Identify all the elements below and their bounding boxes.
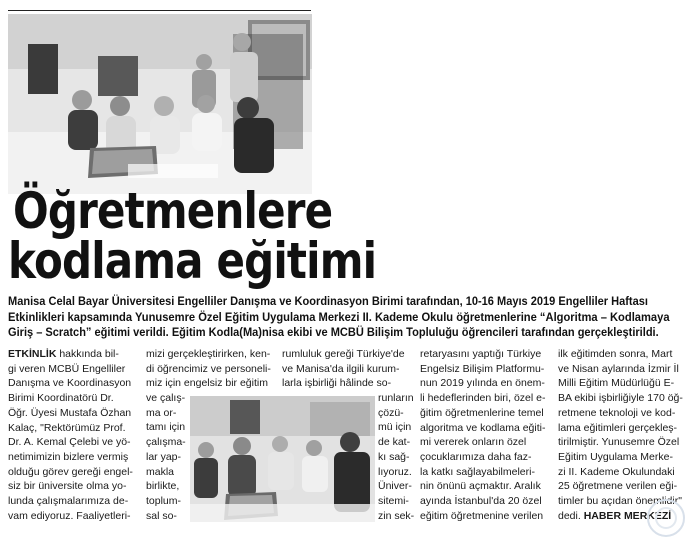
col1-line: olduğu görev gereği engel- (8, 465, 133, 478)
col2-wrap-line: ma or- (146, 406, 177, 419)
col1-line: lunda çalışmalarımıza de- (8, 495, 129, 508)
col5-line: tirilmiştir. Yunusemre Özel (558, 436, 680, 449)
col5-line: retmene teknoloji ve kod- (558, 406, 676, 419)
col2-wrap-line: makla (146, 465, 175, 478)
col5-line: ve Nisan aylarında İzmir İl (558, 362, 679, 375)
col1-line: Birimi Koordinatörü Dr. (8, 392, 114, 405)
col5-line: Eğitim Uygulama Merke- (558, 450, 673, 463)
col2-wrap-line: tamı için (146, 421, 186, 434)
article-column-3-wrap (378, 391, 418, 523)
col1-line: Dr. A. Kemal Çelebi ve yö- (8, 436, 131, 449)
col3-wrap-line: zin sek- (378, 509, 415, 522)
classroom-photo-illustration (8, 14, 312, 194)
lead-line-1: Manisa Celal Bayar Üniversitesi Engelliler Danışma ve Koordinasyon Birimi tarafından, 10-16 Mayıs 2019 Engelliler Haftası (8, 294, 648, 308)
col2-wrap-line: toplum- (146, 494, 182, 507)
col3-line: larla işbirliği hâlinde so- (282, 377, 392, 390)
col2-line: miz için engelsiz bir eğitim (146, 377, 268, 390)
top-rule (8, 10, 311, 11)
article-column-3-top (282, 347, 414, 391)
col3-line: rumluluk gereği Türkiye'de (282, 348, 405, 360)
headline-line-1: Öğretmenlere (13, 182, 333, 240)
col2-line: mizi gerçekleştirirken, ken- (146, 348, 271, 360)
col1-line: siz bir üniversite olma yo- (8, 480, 127, 493)
col4-line: ğitim öğretmenlerine temel (420, 406, 544, 419)
col4-line: çocuklarımıza daha faz- (420, 450, 532, 463)
col4-line: algoritma ve kodlama eğiti- (420, 421, 546, 434)
col4-line: nin önünü açmaktır. Aralık (420, 480, 541, 493)
lead-paragraph (8, 294, 694, 341)
article-column-2-wrap (146, 391, 190, 523)
col4-line: li hedeflerinden biri, özel e- (420, 392, 546, 405)
byline-signature: HABER MERKEZİ (583, 509, 672, 522)
col1-line: Kalaç, "Rektörümüz Prof. (8, 421, 126, 434)
article-column-2-top (146, 347, 276, 391)
col3-wrap-line: kı sağ- (378, 450, 410, 463)
article-kicker: ETKİNLİK (8, 348, 57, 360)
col5-line: 25 öğretmene verilen eği- (558, 480, 678, 493)
col2-line: di öğrencimiz ve personeli- (146, 362, 271, 375)
col5-line: Milli Eğitim Müdürlüğü E- (558, 377, 675, 390)
col3-wrap-line: mü için (378, 421, 412, 434)
col1-line: Öğr. Üyesi Mustafa Özhan (8, 406, 132, 419)
col1-line: Danışma ve Koordinasyon (8, 377, 132, 390)
news-photo-secondary (190, 396, 375, 522)
col3-wrap-line: de kat- (378, 436, 411, 449)
col4-line: la katkı sağlayabilmeleri- (420, 465, 535, 478)
col5-line: ilk eğitimden sonra, Mart (558, 348, 673, 360)
col3-line: ve Manisa'da ilgili kurum- (282, 362, 400, 375)
col1-line: vam ediyoruz. Faaliyetleri- (8, 509, 131, 522)
col1-first-line (8, 347, 136, 362)
col2-wrap-line: çalışma- (146, 436, 186, 449)
col2-wrap-line: ve çalış- (146, 392, 186, 404)
watermark-seal (636, 496, 696, 540)
col2-wrap-line: birlikte, (146, 480, 180, 493)
col5-line: zi II. Kademe Okulundaki (558, 465, 675, 478)
col1-line: netimimizin bizlere vermiş (8, 450, 129, 463)
col5-last-prefix: dedi. (558, 509, 584, 522)
article-column-4 (420, 347, 554, 523)
col1-first-line-text: hakkında bil- (56, 348, 119, 360)
lead-line-3: Giriş – Scratch” eğitimi verildi. Eğitim Kodla(Ma)nisa ekibi ve MCBÜ Bilişim Topluluğu öğrencileri tarafından gerçekleştirildi. (8, 325, 659, 339)
col5-line: BA ekibi işbirliğiyle 170 öğ- (558, 392, 683, 405)
col3-wrap-line: lıyoruz. (378, 465, 412, 478)
col4-line: retaryasını yaptığı Türkiye (420, 348, 542, 360)
col3-wrap-line: sitemi- (378, 494, 409, 507)
col4-line: nun 2019 yılında en önem- (420, 377, 545, 390)
col4-line: mi vererek onların özel (420, 436, 527, 449)
headline (8, 182, 377, 290)
article-column-1 (8, 347, 136, 523)
col2-wrap-line: lar yap- (146, 450, 182, 463)
col4-line: eğitim öğretmenine verilen (420, 509, 544, 522)
headline-line-2: kodlama eğitimi (8, 232, 377, 290)
col5-line: lama eğitimleri gerçekleş- (558, 421, 678, 434)
classroom-photo-illustration-2 (190, 396, 375, 522)
col5-line: timler bu açıdan önemlidir" (558, 495, 682, 508)
col1-line: gi veren MCBÜ Engelliler (8, 362, 126, 375)
col2-wrap-line: sal so- (146, 509, 177, 522)
col3-wrap-line: runların (378, 392, 414, 404)
col3-wrap-line: çözü- (378, 406, 404, 419)
col3-wrap-line: Üniver- (378, 480, 412, 493)
lead-line-2: Etkinlikleri kapsamında Yunusemre Özel Eğitim Uygulama Merkezi II. Kademe Okulu öğretmenlerine “Algoritma – Kodlamaya (8, 309, 670, 324)
col4-line: ayında İstanbul'da 20 özel (420, 495, 542, 508)
news-photo-main (8, 14, 312, 194)
col4-line: Engelsiz Bilişim Platformu- (420, 362, 545, 375)
